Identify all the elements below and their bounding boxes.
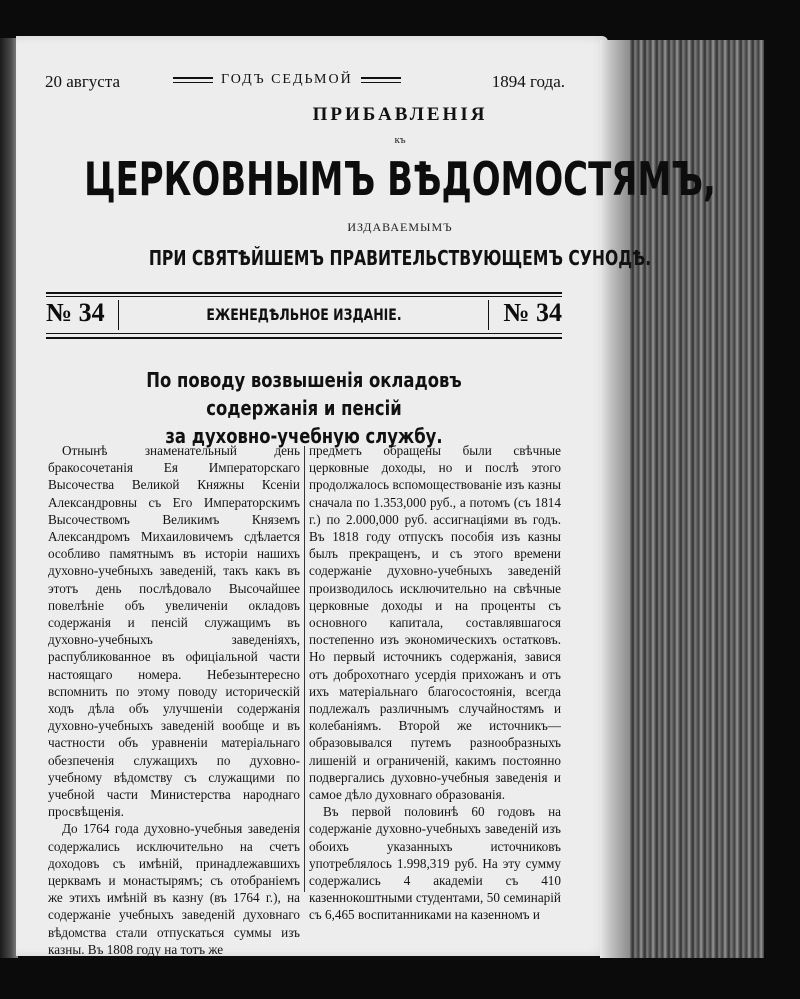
text-column-right [309, 442, 561, 924]
divider-rule [488, 300, 489, 330]
column-divider [304, 446, 305, 892]
synod-line: ПРИ СВЯТѢЙШЕМЪ ПРАВИТЕЛЬСТВУЮЩЕМЪ СУНОДѢ. [148, 246, 652, 270]
rule-ornament [361, 77, 401, 83]
masthead-title: ЦЕРКОВНЫМЪ ВѢДОМОСТЯМЪ, [84, 152, 716, 206]
text-column-left [48, 442, 300, 958]
rule-ornament [173, 77, 213, 83]
divider-rule [46, 292, 562, 294]
article-title-line: за духовно-учебную службу. [165, 424, 443, 448]
issue-number-right: № 34 [503, 298, 562, 327]
paragraph: Въ первой половинѣ 60 годовъ на содержаніе духовно-учебныхъ заведеній изъ обоихъ указанныхъ источниковъ употреблялось 1.998,319 руб. На эту сумму содержались 4 академіи съ 410 казеннокоштными студентами, 50 семинарій съ 6,465 воспитанниками на казенномъ и [309, 804, 561, 923]
published-by: ИЗДАВАЕМЫМЪ [347, 220, 453, 234]
supplement-word: ПРИБАВЛЕНІЯ [312, 104, 488, 125]
issue-date: 20 августа [45, 72, 121, 91]
supplement-heading [0, 104, 800, 126]
paragraph: До 1764 года духовно-учебныя заведенія содержались исключительно на счетъ доходовъ съ имѣній, принадлежавшихъ церквамъ и монастырямъ; съ отобраніемъ же этихъ имѣній въ казну (въ 1764 г.), на содержаніе учебныхъ заведеній духовнаго вѣдомства стали отпускаться суммы изъ казны. Въ 1808 году на тотъ же [48, 821, 300, 957]
divider-rule [46, 337, 562, 339]
year-label: ГОДЪ СЕДЬМОЙ [221, 72, 353, 87]
paragraph: предметъ обращены были свѣчные церковные доходы, но и послѣ этого продолжалось вспомоществованіе изъ казны сначала по 1.353,000 руб., а потомъ (съ 1814 г.) по 2.000,000 руб. ассигнаціями въ годъ. Въ 1818 году отпускъ пособія изъ казны былъ прекращенъ, и съ этого времени содержаніе духовно-учебныхъ заведеній производилось исключительно на свѣчные церковные доходы и на проценты съ основного капитала, составлявшагося постепенно изъ экономическихъ остатковъ. Но первый источникъ содержанія, завися отъ доброхотнаго усердія прихожанъ и отъ ихъ матеріальнаго благосостоянія, всегда подлежалъ различнымъ случайностямъ и колебаніямъ. Второй же источникъ—образовывался путемъ разнообразныхъ лишеній и ограниченій, какимъ постоянно подвергались духовно-учебныя заведенія и самое дѣло духовнаго образованія. [309, 443, 561, 803]
preposition: къ [394, 134, 406, 146]
issue-number-row [46, 298, 562, 332]
article-title-line: По поводу возвышенія окладовъ содержанія и пенсій [146, 368, 462, 420]
paragraph: Отнынѣ знаменательный день бракосочетанія Ея Императорскаго Высочества Великой Княжны Ксеніи Александровны съ Его Императорскимъ Высочествомъ Великимъ Княземъ Александромъ Михаиловичемъ сдѣлается особливо памятнымъ въ исторіи нашихъ духовно-учебныхъ заведеній, такъ какъ въ этотъ день послѣдовало Высочайшее повелѣніе объ увеличеніи окладовъ содержанія и пенсій служащимъ въ духовно-учебныхъ заведеніяхъ, распубликованное въ офиціальной части настоящаго номера. Небезынтересно вспомнить по этому поводу историческій ходъ дѣла объ улучшеніи содержанія духовно-учебныхъ заведеній вообще и въ частности объ уравненіи матеріальнаго обезпеченія служащихъ по духовно-учебному вѣдомству съ служащими по учебной части Министерства народнаго просвѣщенія. [48, 443, 300, 820]
issue-year: 1894 года. [491, 72, 565, 91]
edition-label: ЕЖЕНЕДѢЛЬНОЕ ИЗДАНІЕ. [206, 305, 402, 324]
divider-rule [46, 333, 562, 334]
year-label-group [173, 72, 401, 88]
article-title [92, 366, 515, 450]
divider-rule [46, 296, 562, 297]
issue-number-left: № 34 [46, 298, 105, 327]
header-line [45, 72, 565, 94]
